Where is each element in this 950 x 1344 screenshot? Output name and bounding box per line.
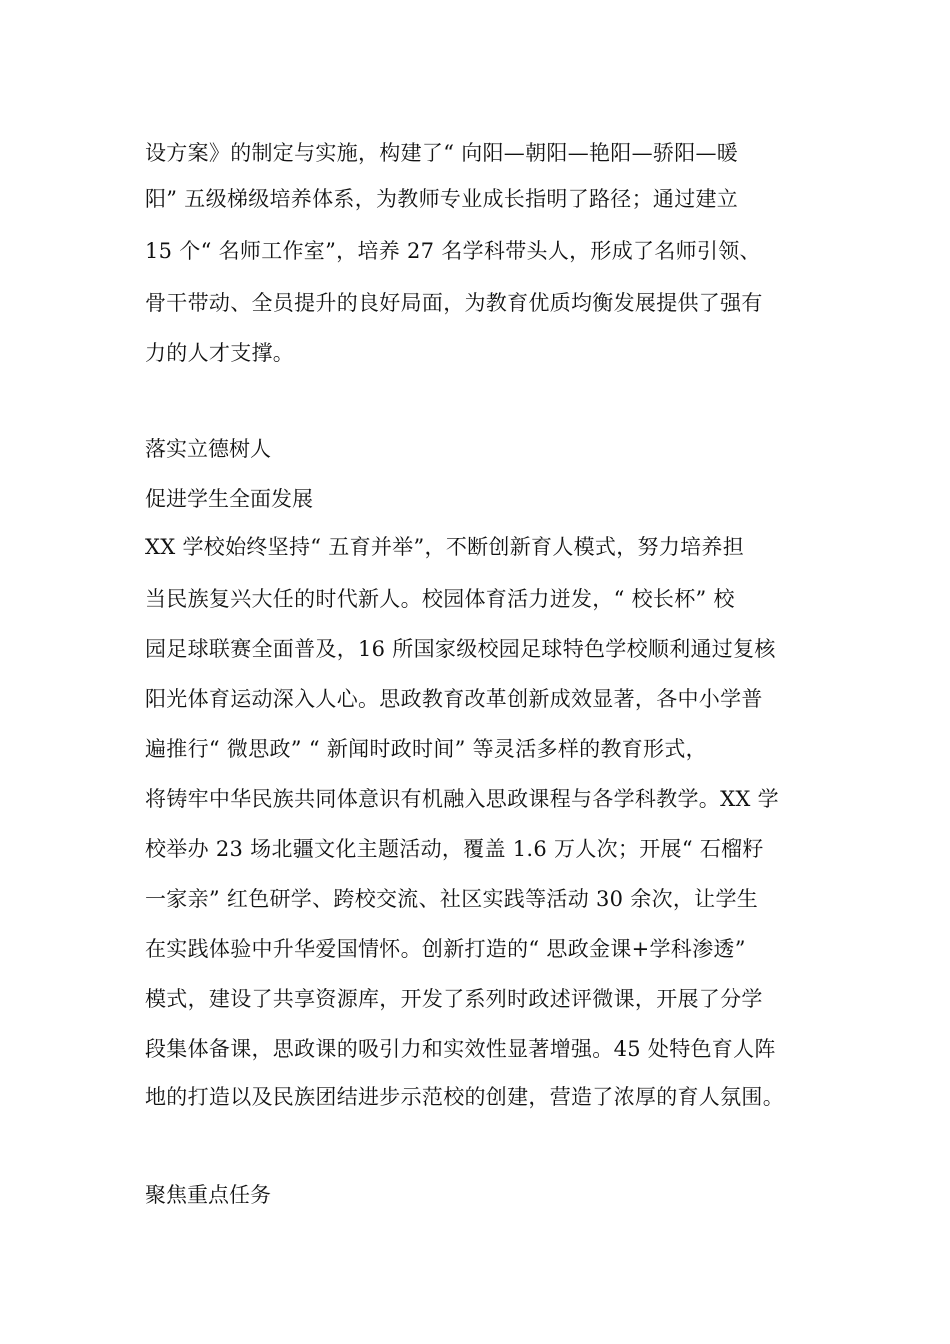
- paragraph2-line-11: 段集体备课，思政课的吸引力和实效性显著增强。45 处特色育人阵: [145, 1037, 776, 1061]
- paragraph2-line-9: 在实践体验中升华爱国情怀。创新打造的“ 思政金课+学科渗透”: [145, 937, 746, 961]
- paragraph2-line-5: 遍推行“ 微思政” “ 新闻时政时间” 等灵活多样的教育形式，: [145, 737, 707, 761]
- section-heading-2: 聚焦重点任务: [145, 1183, 271, 1207]
- section-heading-line-2: 促进学生全面发展: [145, 487, 313, 511]
- paragraph1-line-5: 力的人才支撑。: [145, 341, 295, 365]
- section-heading-line-1: 落实立德树人: [145, 437, 271, 461]
- paragraph1-line-1: 设方案》的制定与实施，构建了“ 向阳—朝阳—艳阳—骄阳—暖: [145, 141, 739, 165]
- paragraph2-line-10: 模式，建设了共享资源库，开发了系列时政述评微课，开展了分学: [145, 987, 763, 1011]
- paragraph2-line-4: 阳光体育运动深入人心。思政教育改革创新成效显著，各中小学普: [145, 687, 763, 711]
- paragraph2-line-1: XX 学校始终坚持“ 五育并举”，不断创新育人模式，努力培养担: [145, 535, 745, 559]
- paragraph1-line-3: 15 个“ 名师工作室”，培养 27 名学科带头人，形成了名师引领、: [145, 239, 761, 263]
- paragraph2-line-3: 园足球联赛全面普及，16 所国家级校园足球特色学校顺利通过复核: [145, 637, 776, 661]
- paragraph2-line-7: 校举办 23 场北疆文化主题活动，覆盖 1.6 万人次；开展“ 石榴籽: [145, 837, 764, 861]
- paragraph1-line-2: 阳” 五级梯级培养体系，为教师专业成长指明了路径；通过建立: [145, 187, 739, 211]
- paragraph2-line-12: 地的打造以及民族团结进步示范校的创建，营造了浓厚的育人氛围。: [145, 1085, 784, 1109]
- paragraph2-line-8: 一家亲” 红色研学、跨校交流、社区实践等活动 30 余次，让学生: [145, 887, 759, 911]
- paragraph2-line-6: 将铸牢中华民族共同体意识有机融入思政课程与各学科教学。XX 学: [145, 787, 779, 811]
- paragraph1-line-4: 骨干带动、全员提升的良好局面，为教育优质均衡发展提供了强有: [145, 291, 763, 315]
- paragraph2-line-2: 当民族复兴大任的时代新人。校园体育活力迸发，“ 校长杯” 校: [145, 587, 735, 611]
